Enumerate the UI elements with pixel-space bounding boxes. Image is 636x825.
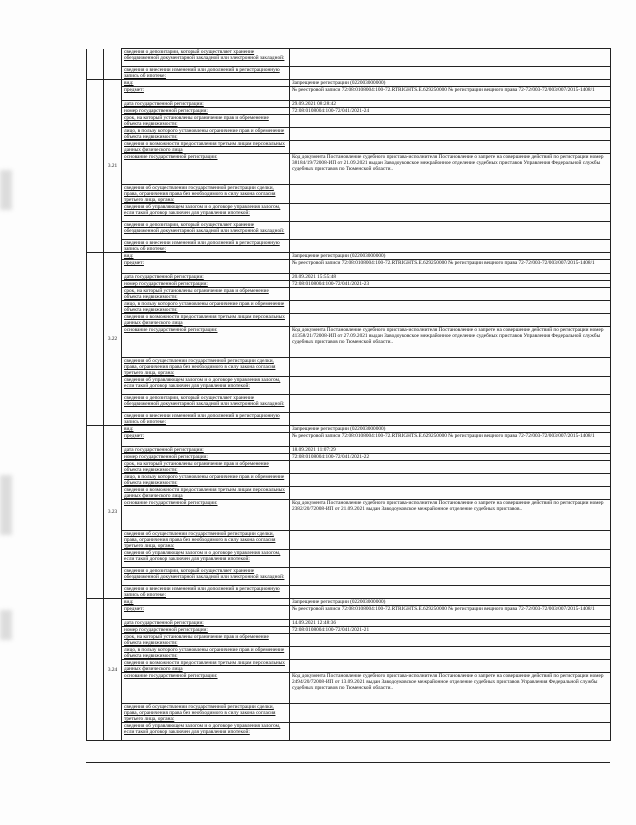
- field-label: сведения о депозитарии, который осуществляет хранение обездвиженной документарной закладной или электронной закладной:: [122, 49, 290, 67]
- field-value-zalog: [290, 550, 611, 568]
- table-row: [87, 660, 611, 673]
- field-value: [290, 49, 611, 67]
- table-row: [87, 154, 611, 185]
- field-value-lico: [290, 474, 611, 487]
- table-row: [87, 314, 611, 327]
- table-row: [87, 395, 611, 413]
- table-row: [87, 413, 611, 426]
- entry-number: 3.21: [104, 80, 122, 253]
- number-cell: [104, 67, 122, 80]
- table-row: [87, 87, 611, 101]
- table-row: [87, 723, 611, 741]
- field-label-soglasie: сведения об осуществлении государственной регистрации сделки, права, ограничения права без необходимого в силу закона согласия третьего лица, органа:: [122, 185, 290, 204]
- table-row: [87, 288, 611, 301]
- registry-table-body: [87, 49, 611, 741]
- entry-number: 3.23: [104, 426, 122, 599]
- table-row: [87, 454, 611, 461]
- field-value-vid: Запрещение регистрации (022003000000): [290, 426, 611, 433]
- field-label-predmet: предмет:: [122, 87, 290, 101]
- field-value-osnovanie: Код документа Постановление судебного пристава-исполнителя Постановление о запрете на совершение действий по регистрации номер 2382/20/72008-ИП от 21.09.2021 выдан Заводоуковское межрайонное отделение судебных приставов..: [290, 500, 611, 531]
- field-value-date: 18.09.2021 11:07:29: [290, 447, 611, 454]
- field-label-depozit: сведения о депозитарии, который осуществляет хранение обездвиженной документарной закладной или электронной закладной:: [122, 395, 290, 413]
- field-label-personal: сведения о возможности предоставления третьим лицам персональных данных физического лица: [122, 660, 290, 673]
- field-label-soglasie: сведения об осуществлении государственной регистрации сделки, права, ограничения права без необходимого в силу закона согласия третьего лица, органа:: [122, 531, 290, 550]
- field-value-izmen: [290, 240, 611, 253]
- table-row: [87, 531, 611, 550]
- scan-artifact: [0, 610, 12, 640]
- field-value-vid: Запрещение регистрации (022003000000): [290, 80, 611, 87]
- entry-number: 3.22: [104, 253, 122, 426]
- field-value-predmet: № реестровой записи 72:08:0108004:100-72.RTRIGHTS.E.629250000 № регистрации вещного права 72-72/003-72/003/007/2015-1408/1: [290, 87, 611, 101]
- field-value-lico: [290, 647, 611, 660]
- field-value-date: 29.09.2021 08:28:42: [290, 101, 611, 108]
- field-label-personal: сведения о возможности предоставления третьим лицам персональных данных физического лица: [122, 487, 290, 500]
- table-row: [87, 461, 611, 474]
- field-label-personal: сведения о возможности предоставления третьим лицам персональных данных физического лица: [122, 314, 290, 327]
- field-label-zalog: сведения об управляющем залогом и о договоре управления залогом, если такой договор заключен для управления ипотекой:: [122, 550, 290, 568]
- table-row: [87, 141, 611, 154]
- table-row: [87, 222, 611, 240]
- field-value-zalog: [290, 204, 611, 222]
- field-value-osnovanie: Код документа Постановление судебного пристава-исполнителя Постановление о запрете на совершение действий по регистрации номер 41358/21/72008-ИП от 27.09.2021 выдан Заводоуковское межрайонное отделение судебных приставов Управления Федеральной службы судебных приставов по Тюменской области..: [290, 327, 611, 358]
- field-label-number: номер государственной регистрации:: [122, 454, 290, 461]
- outer-cell: [87, 67, 104, 80]
- table-row: [87, 620, 611, 627]
- table-row: [87, 377, 611, 395]
- table-row: [87, 101, 611, 108]
- table-row: [87, 80, 611, 87]
- field-label-zalog: сведения об управляющем залогом и о договоре управления залогом, если такой договор заключен для управления ипотекой:: [122, 377, 290, 395]
- field-label-soglasie: сведения об осуществлении государственной регистрации сделки, права, ограничения права без необходимого в силу закона согласия третьего лица, органа:: [122, 704, 290, 723]
- field-value-depozit: [290, 222, 611, 240]
- table-row: [87, 274, 611, 281]
- field-value-osnovanie: Код документа Постановление судебного пристава-исполнителя Постановление о запрете на совершение действий по регистрации номер 38184/19/72008-ИП от 21.09.2021 выдан Заводоуковское межрайонное отделение судебных приставов Управления Федеральной службы судебных приставов по Тюменской области..: [290, 154, 611, 185]
- table-row: [87, 108, 611, 115]
- field-label-vid: вид:: [122, 80, 290, 87]
- table-bottom-line: [86, 762, 610, 763]
- table-row: [87, 550, 611, 568]
- field-label-depozit: сведения о депозитарии, который осуществляет хранение обездвиженной документарной закладной или электронной закладной:: [122, 222, 290, 240]
- field-label-soglasie: сведения об осуществлении государственной регистрации сделки, права, ограничения права без необходимого в силу закона согласия третьего лица, органа:: [122, 358, 290, 377]
- table-row: [87, 634, 611, 647]
- field-value-soglasie: [290, 358, 611, 377]
- field-label-date: дата государственной регистрации:: [122, 274, 290, 281]
- table-row: [87, 433, 611, 447]
- table-row: [87, 128, 611, 141]
- field-value-depozit: [290, 395, 611, 413]
- field-value-personal: [290, 314, 611, 327]
- table-row: [87, 49, 611, 67]
- field-value-personal: [290, 487, 611, 500]
- field-label-zalog: сведения об управляющем залогом и о договоре управления залогом, если такой договор заключен для управления ипотекой:: [122, 204, 290, 222]
- field-value-vid: Запрещение регистрации (022003000000): [290, 599, 611, 606]
- field-value-depozit: [290, 568, 611, 586]
- outer-cell: [87, 426, 104, 599]
- table-row: [87, 426, 611, 433]
- field-label-vid: вид:: [122, 426, 290, 433]
- field-value-personal: [290, 141, 611, 154]
- field-value-osnovanie: Код документа Постановление судебного пристава-исполнителя Постановление о запрете на совершение действий по регистрации номер 2494/20/72008-ИП от 13.09.2021 выдан Заводоуковское межрайонное отделение судебных приставов Управления Федеральной службы судебных приставов по Тюменской области..: [290, 673, 611, 704]
- outer-cell: [87, 253, 104, 426]
- field-label-osnovanie: основание государственной регистрации:: [122, 154, 290, 185]
- field-value-date: 14.09.2021 12:48:36: [290, 620, 611, 627]
- table-row: [87, 115, 611, 128]
- table-row: [87, 358, 611, 377]
- field-value-lico: [290, 301, 611, 314]
- field-label-srok: срок, на который установлены ограничение прав и обременение объекта недвижимости:: [122, 115, 290, 128]
- field-label-lico: лицо, в пользу которого установлены ограничение прав и обременение объекта недвижимости:: [122, 301, 290, 314]
- field-value-srok: [290, 461, 611, 474]
- field-value-personal: [290, 660, 611, 673]
- field-value-number: 72:08:0108004:100-72/041/2021-24: [290, 108, 611, 115]
- field-label-predmet: предмет:: [122, 260, 290, 274]
- field-label-srok: срок, на который установлены ограничение прав и обременение объекта недвижимости:: [122, 461, 290, 474]
- field-label-number: номер государственной регистрации:: [122, 108, 290, 115]
- field-value-number: 72:08:0108004:100-72/041/2021-23: [290, 281, 611, 288]
- field-label-lico: лицо, в пользу которого установлены ограничение прав и обременение объекта недвижимости:: [122, 647, 290, 660]
- table-row: [87, 606, 611, 620]
- field-label-number: номер государственной регистрации:: [122, 627, 290, 634]
- field-value-number: 72:08:0108004:100-72/041/2021-21: [290, 627, 611, 634]
- field-value-predmet: № реестровой записи 72:08:0108004:100-72.RTRIGHTS.E.629250000 № регистрации вещного права 72-72/003-72/003/007/2015-1408/1: [290, 260, 611, 274]
- field-label-zalog: сведения об управляющем залогом и о договоре управления залогом, если такой договор заключен для управления ипотекой:: [122, 723, 290, 741]
- table-row: [87, 204, 611, 222]
- field-label: сведения о внесении изменений или дополнений в регистрационную запись об ипотеке:: [122, 67, 290, 80]
- table-row: [87, 704, 611, 723]
- field-label-izmen: сведения о внесении изменений или дополнений в регистрационную запись об ипотеке:: [122, 240, 290, 253]
- field-value-soglasie: [290, 185, 611, 204]
- field-value-predmet: № реестровой записи 72:08:0108004:100-72.RTRIGHTS.E.629250000 № регистрации вещного права 72-72/003-72/003/007/2015-1408/1: [290, 433, 611, 447]
- table-row: [87, 240, 611, 253]
- table-row: [87, 185, 611, 204]
- field-value-izmen: [290, 586, 611, 599]
- outer-cell: [87, 80, 104, 253]
- field-label-predmet: предмет:: [122, 433, 290, 447]
- field-label-izmen: сведения о внесении изменений или дополнений в регистрационную запись об ипотеке:: [122, 413, 290, 426]
- table-row: [87, 67, 611, 80]
- field-label-srok: срок, на который установлены ограничение прав и обременение объекта недвижимости:: [122, 634, 290, 647]
- scan-artifact: [0, 475, 12, 535]
- field-label-predmet: предмет:: [122, 606, 290, 620]
- table-row: [87, 487, 611, 500]
- field-value-izmen: [290, 413, 611, 426]
- table-row: [87, 647, 611, 660]
- field-label-lico: лицо, в пользу которого установлены ограничение прав и обременение объекта недвижимости:: [122, 474, 290, 487]
- number-cell: [104, 49, 122, 67]
- table-row: [87, 599, 611, 606]
- table-row: [87, 500, 611, 531]
- table-row: [87, 260, 611, 274]
- field-label-date: дата государственной регистрации:: [122, 620, 290, 627]
- field-label-lico: лицо, в пользу которого установлены ограничение прав и обременение объекта недвижимости:: [122, 128, 290, 141]
- field-value-soglasie: [290, 531, 611, 550]
- field-value-date: 20.09.2021 15:55:48: [290, 274, 611, 281]
- field-value-srok: [290, 115, 611, 128]
- table-row: [87, 301, 611, 314]
- table-row: [87, 253, 611, 260]
- table-row: [87, 474, 611, 487]
- field-label-depozit: сведения о депозитарии, который осуществляет хранение обездвиженной документарной закладной или электронной закладной:: [122, 568, 290, 586]
- field-value-vid: Запрещение регистрации (022003000000): [290, 253, 611, 260]
- field-label-personal: сведения о возможности предоставления третьим лицам персональных данных физического лица: [122, 141, 290, 154]
- field-value-predmet: № реестровой записи 72:08:0108004:100-72.RTRIGHTS.E.629250000 № регистрации вещного права 72-72/003-72/003/007/2015-1408/1: [290, 606, 611, 620]
- field-label-number: номер государственной регистрации:: [122, 281, 290, 288]
- table-row: [87, 281, 611, 288]
- table-row: [87, 627, 611, 634]
- field-value-srok: [290, 288, 611, 301]
- field-label-date: дата государственной регистрации:: [122, 447, 290, 454]
- outer-cell: [87, 49, 104, 67]
- table-row: [87, 673, 611, 704]
- field-value-zalog: [290, 377, 611, 395]
- field-value-srok: [290, 634, 611, 647]
- registry-table: [86, 48, 611, 741]
- field-value-soglasie: [290, 704, 611, 723]
- table-row: [87, 327, 611, 358]
- field-label-srok: срок, на который установлены ограничение прав и обременение объекта недвижимости:: [122, 288, 290, 301]
- field-value: [290, 67, 611, 80]
- table-row: [87, 586, 611, 599]
- field-label-date: дата государственной регистрации:: [122, 101, 290, 108]
- field-value-number: 72:08:0108004:100-72/041/2021-22: [290, 454, 611, 461]
- field-label-vid: вид:: [122, 253, 290, 260]
- scan-artifact: [0, 170, 12, 210]
- field-label-osnovanie: основание государственной регистрации:: [122, 500, 290, 531]
- table-row: [87, 568, 611, 586]
- field-label-osnovanie: основание государственной регистрации:: [122, 327, 290, 358]
- field-value-lico: [290, 128, 611, 141]
- table-row: [87, 447, 611, 454]
- field-label-izmen: сведения о внесении изменений или дополнений в регистрационную запись об ипотеке:: [122, 586, 290, 599]
- outer-cell: [87, 599, 104, 741]
- field-value-zalog: [290, 723, 611, 741]
- field-label-vid: вид:: [122, 599, 290, 606]
- entry-number: 3.24: [104, 599, 122, 741]
- field-label-osnovanie: основание государственной регистрации:: [122, 673, 290, 704]
